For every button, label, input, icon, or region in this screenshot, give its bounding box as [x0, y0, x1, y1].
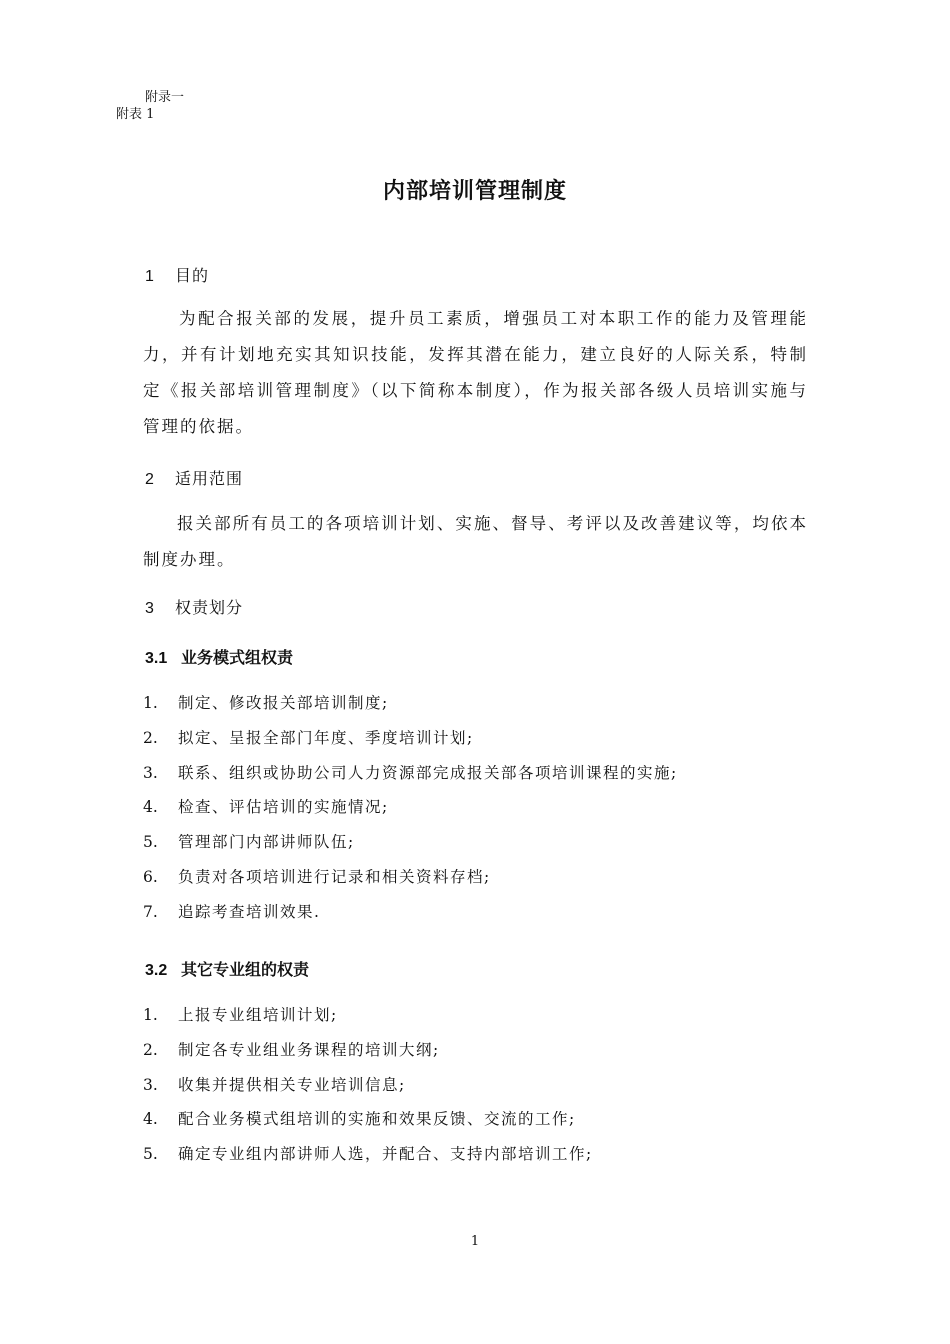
- list-item: [143, 1068, 593, 1103]
- list-item: [143, 721, 678, 756]
- item-number: 2.: [143, 728, 158, 747]
- item-text: 负责对各项培训进行记录和相关资料存档;: [178, 867, 491, 886]
- item-number: 4.: [143, 798, 158, 817]
- item-number: 5.: [143, 1145, 158, 1164]
- item-number: 3.: [143, 763, 158, 782]
- document-title: 内部培训管理制度: [382, 179, 567, 204]
- item-number: 1.: [143, 1006, 158, 1024]
- subsection-3-1-heading: [145, 645, 293, 668]
- item-number: 2.: [143, 1040, 158, 1059]
- item-text: 检查、评估培训的实施情况;: [178, 798, 389, 817]
- item-text: 管理部门内部讲师队伍;: [178, 833, 355, 852]
- list-item: [143, 1102, 593, 1137]
- subsection-3-2-heading: [145, 957, 309, 980]
- item-text: 制定各专业组业务课程的培训大纲;: [178, 1040, 440, 1059]
- section-number: 1: [145, 268, 155, 285]
- item-number: 5.: [143, 833, 158, 852]
- list-item: [143, 895, 678, 930]
- item-text: 上报专业组培训计划;: [178, 1006, 338, 1024]
- item-number: 3.: [143, 1075, 158, 1094]
- subsection-title: 其它专业组的权责: [181, 960, 310, 979]
- list-item: [143, 1033, 593, 1068]
- item-number: 7.: [143, 902, 158, 921]
- page-number: 1: [470, 1234, 480, 1249]
- section-2-heading: [145, 466, 243, 489]
- subsection-3-1-list: [143, 686, 678, 930]
- list-item: [143, 998, 593, 1033]
- subsection-title: 业务模式组权责: [181, 648, 294, 667]
- list-item: [143, 1137, 593, 1172]
- list-item: [143, 686, 678, 721]
- section-3-heading: [145, 595, 243, 618]
- item-number: 4.: [143, 1110, 158, 1129]
- section-title: 目的: [175, 266, 210, 285]
- section-1-paragraph: 为配合报关部的发展，提升员工素质，增强员工对本职工作的能力及管理能力，并有计划地充实其知识技能，发挥其潜在能力，建立良好的人际关系，特制定《报关部培训管理制度》（以下简称本制度），作为报关部各级人员培训实施与管理的依据。: [143, 309, 808, 436]
- item-text: 确定专业组内部讲师人选，并配合、支持内部培训工作;: [178, 1145, 593, 1164]
- list-item: [143, 825, 678, 860]
- subsection-3-2-list: [143, 998, 593, 1172]
- list-item: [143, 756, 678, 791]
- section-2-paragraph: 报关部所有员工的各项培训计划、实施、督导、考评以及改善建议等，均依本制度办理。: [143, 514, 808, 569]
- item-text: 追踪考查培训效果.: [178, 902, 321, 921]
- list-item: [143, 860, 678, 895]
- appendix-label: 附录一: [145, 90, 185, 105]
- section-title: 适用范围: [175, 469, 244, 488]
- item-text: 配合业务模式组培训的实施和效果反馈、交流的工作;: [178, 1110, 576, 1129]
- item-text: 收集并提供相关专业培训信息;: [178, 1075, 406, 1094]
- subsection-number: 3.1: [145, 650, 168, 667]
- section-title: 权责划分: [175, 598, 244, 617]
- item-text: 联系、组织或协助公司人力资源部完成报关部各项培训课程的实施;: [178, 763, 678, 782]
- list-item: [143, 790, 678, 825]
- subsection-number: 3.2: [145, 962, 168, 979]
- item-text: 制定、修改报关部培训制度;: [178, 694, 389, 712]
- item-number: 6.: [143, 867, 158, 886]
- section-number: 2: [145, 471, 155, 488]
- section-number: 3: [145, 600, 155, 617]
- section-1-heading: [145, 263, 209, 286]
- table-ref-label: 附表 1: [116, 107, 155, 122]
- item-number: 1.: [143, 694, 158, 712]
- item-text: 拟定、呈报全部门年度、季度培训计划;: [178, 728, 474, 747]
